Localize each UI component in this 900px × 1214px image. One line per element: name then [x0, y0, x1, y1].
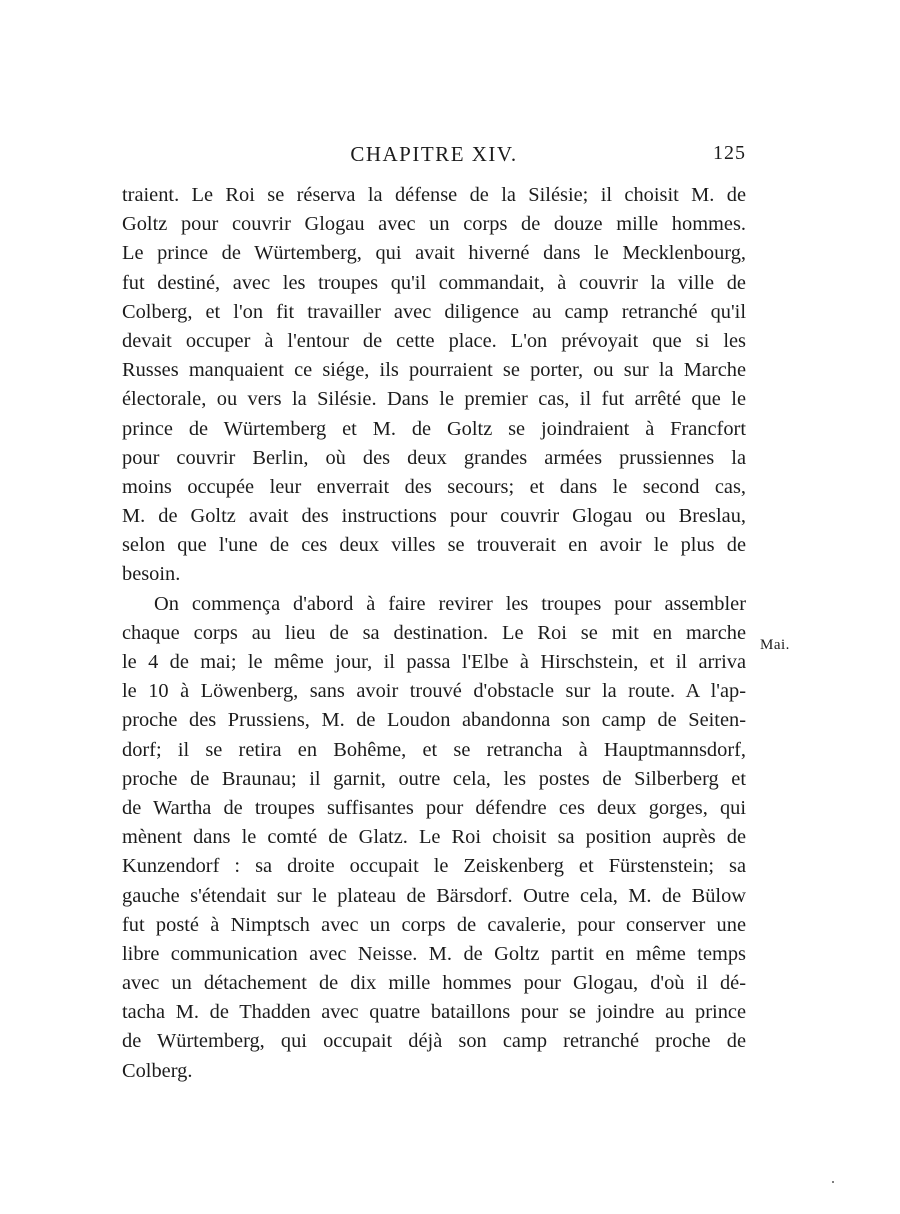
running-head: CHAPITRE XIV.: [350, 142, 518, 166]
text-line: traient. Le Roi se réserva la défense de la Silésie; il choisit M. de: [122, 184, 746, 206]
page-number: 125: [713, 142, 746, 164]
page-header: [122, 142, 746, 172]
text-line: le 4 de mai; le même jour, il passa l'Elbe à Hirschstein, et il arriva: [122, 651, 746, 673]
text-line: On commença d'abord à faire revirer les troupes pour assembler: [154, 592, 746, 615]
text-line: de Würtemberg, qui occupait déjà son camp retranché proche de: [122, 1030, 746, 1053]
paragraph-2: [122, 590, 746, 1086]
margin-note: Mai.: [760, 637, 790, 653]
text-line: Le prince de Würtemberg, qui avait hiverné dans le Mecklenbourg,: [122, 242, 746, 265]
text-line: proche des Prussiens, M. de Loudon abandonna son camp de Seiten-: [122, 709, 746, 732]
text-line: mènent dans le comté de Glatz. Le Roi choisit sa position auprès de: [122, 826, 746, 849]
text-line: chaque corps au lieu de sa destination. Le Roi se mit en marche: [122, 621, 746, 644]
text-line: électorale, ou vers la Silésie. Dans le premier cas, il fut arrêté que le: [122, 388, 746, 411]
text-line: gauche s'étendait sur le plateau de Bärsdorf. Outre cela, M. de Bülow: [122, 884, 746, 907]
text-line: de Wartha de troupes suffisantes pour défendre ces deux gorges, qui: [122, 796, 746, 819]
body-text: [122, 181, 746, 1086]
text-line: le 10 à Löwenberg, sans avoir trouvé d'obstacle sur la route. A l'ap-: [122, 680, 746, 703]
text-line: dorf; il se retira en Bohême, et se retrancha à Hauptmannsdorf,: [122, 738, 746, 761]
text-line: Russes manquaient ce siége, ils pourraient se porter, ou sur la Marche: [122, 359, 746, 382]
text-line: fut destiné, avec les troupes qu'il commandait, à couvrir la ville de: [122, 271, 746, 294]
text-line: tacha M. de Thadden avec quatre bataillons pour se joindre au prince: [122, 1001, 746, 1024]
text-line: prince de Würtemberg et M. de Goltz se joindraient à Francfort: [122, 417, 746, 440]
text-line: Colberg.: [122, 1059, 193, 1082]
text-line: Goltz pour couvrir Glogau avec un corps de douze mille hommes.: [122, 213, 746, 236]
text-line: devait occuper à l'entour de cette place. L'on prévoyait que si les: [122, 329, 746, 352]
paragraph-1: [122, 181, 746, 590]
text-line: pour couvrir Berlin, où des deux grandes armées prussiennes la: [122, 446, 746, 469]
text-line: fut posté à Nimptsch avec un corps de cavalerie, pour conserver une: [122, 913, 746, 936]
text-line: Colberg, et l'on fit travailler avec diligence au camp retranché qu'il: [122, 300, 746, 323]
print-speck: [832, 1181, 834, 1183]
text-line: Kunzendorf : sa droite occupait le Zeiskenberg et Fürstenstein; sa: [122, 855, 746, 878]
text-line: selon que l'une de ces deux villes se trouverait en avoir le plus de: [122, 534, 746, 557]
text-line: moins occupée leur enverrait des secours; et dans le second cas,: [122, 475, 746, 498]
text-line: besoin.: [122, 563, 181, 586]
text-line: proche de Braunau; il garnit, outre cela, les postes de Silberberg et: [122, 767, 746, 790]
text-line: M. de Goltz avait des instructions pour couvrir Glogau ou Breslau,: [122, 505, 746, 528]
text-line: libre communication avec Neisse. M. de Goltz partit en même temps: [122, 942, 746, 965]
text-line: avec un détachement de dix mille hommes pour Glogau, d'où il dé-: [122, 972, 746, 995]
